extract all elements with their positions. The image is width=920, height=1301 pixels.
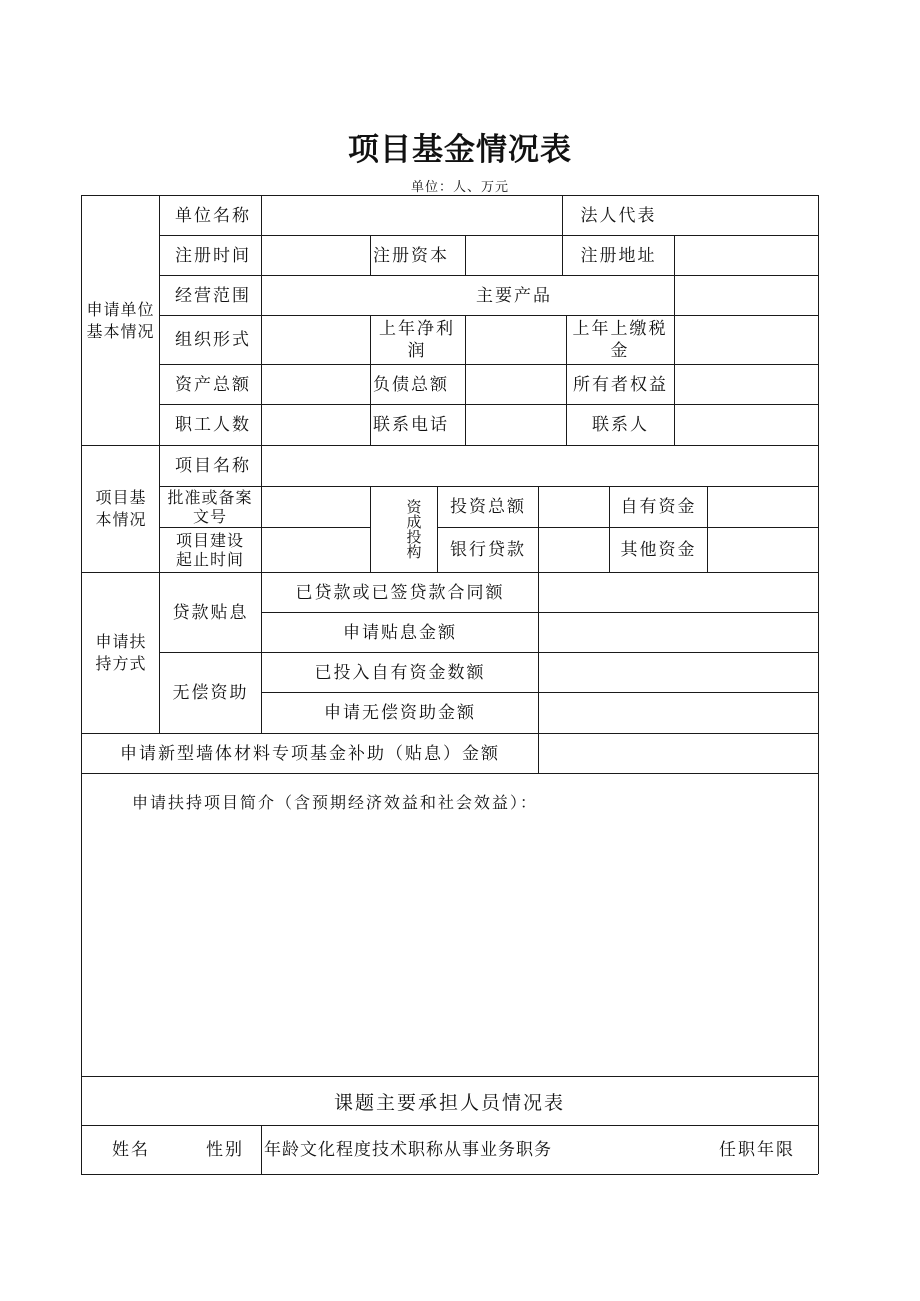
applicant-section-label: 申请单位基本情况 <box>86 299 155 341</box>
label-project-intro: 申请扶持项目简介（含预期经济效益和社会效益）： <box>132 793 539 812</box>
col-tenure: 任职年限 <box>719 1140 795 1160</box>
label-reg-time: 注册时间 <box>175 245 251 266</box>
label-reg-capital: 注册资本 <box>373 245 449 266</box>
label-subsidy-amount: 申请贴息金额 <box>343 622 457 643</box>
label-bank-loan: 银行贷款 <box>450 540 526 560</box>
label-unit-name: 单位名称 <box>175 205 251 226</box>
label-legal-rep: 法人代表 <box>580 205 657 226</box>
label-tax-paid: 上年上缴税金 <box>572 319 668 361</box>
unit-note: 单位：人、万元 <box>410 180 509 195</box>
label-total-investment: 投资总额 <box>450 497 526 517</box>
col-name: 姓名 <box>112 1140 150 1160</box>
support-section-label: 申请扶持方式 <box>95 632 147 673</box>
label-project-name: 项目名称 <box>175 456 251 476</box>
label-main-products: 主要产品 <box>476 285 552 306</box>
label-own-invested: 已投入自有资金数额 <box>314 662 486 683</box>
label-employees: 职工人数 <box>175 415 251 435</box>
label-own-funds: 自有资金 <box>620 497 697 517</box>
label-owners-equity: 所有者权益 <box>573 374 668 395</box>
label-phone: 联系电话 <box>373 415 449 435</box>
label-construction-period: 项目建设起止时间 <box>175 531 244 569</box>
label-grant: 无偿资助 <box>172 683 249 703</box>
label-net-profit: 上年净利润 <box>379 319 455 361</box>
label-total-assets: 资产总额 <box>175 374 251 395</box>
label-grant-amount: 申请无偿资助金额 <box>324 703 476 723</box>
label-business-scope: 经营范围 <box>175 285 251 306</box>
label-contact: 联系人 <box>592 415 649 435</box>
col-details: 年龄文化程度技术职称从事业务职务 <box>264 1140 552 1160</box>
label-org-form: 组织形式 <box>175 330 251 350</box>
label-investment-structure: 资成投构 <box>406 497 422 561</box>
project-section-label: 项目基本情况 <box>95 488 147 529</box>
label-loan-subsidy: 贷款贴息 <box>172 602 249 623</box>
personnel-table-title: 课题主要承担人员情况表 <box>333 1091 565 1114</box>
col-gender: 性别 <box>206 1140 244 1160</box>
label-special-fund: 申请新型墙体材料专项基金补助（贴息）金额 <box>120 743 500 764</box>
label-reg-address: 注册地址 <box>580 245 657 266</box>
label-other-funds: 其他资金 <box>620 540 697 560</box>
label-approval-no: 批准或备案文号 <box>167 488 253 526</box>
label-loan-amount: 已贷款或已签贷款合同额 <box>295 582 505 603</box>
label-total-liabilities: 负债总额 <box>373 374 449 395</box>
page-title: 项目基金情况表 <box>348 132 572 168</box>
